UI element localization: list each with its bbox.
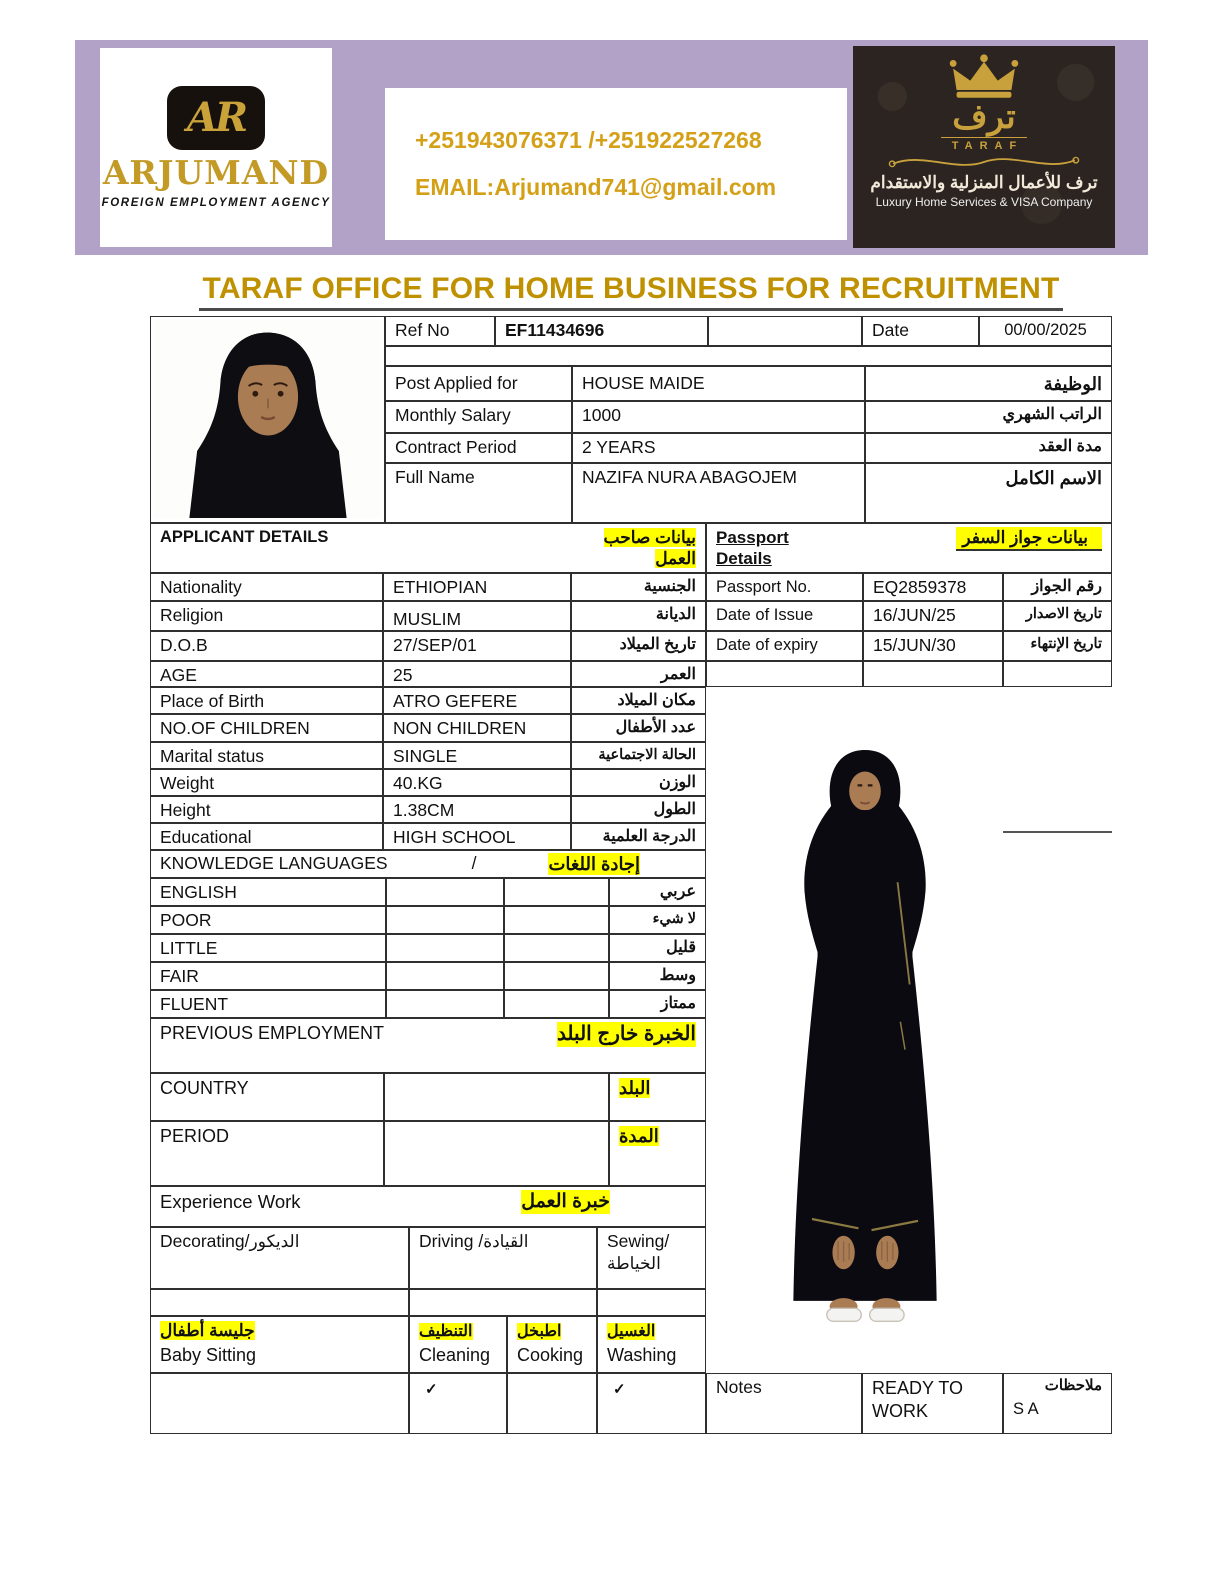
email-address: EMAIL:Arjumand741@gmail.com: [415, 174, 777, 200]
education-label: Educational: [150, 823, 383, 850]
nationality-value: ETHIOPIAN: [383, 573, 571, 601]
children-value: NON CHILDREN: [383, 714, 571, 742]
lang-fluent-label: FLUENT: [150, 990, 386, 1018]
passport-details-title: Passport Details: [716, 528, 789, 569]
skill-cleaning-en: Cleaning: [419, 1345, 491, 1365]
country-arabic-cell: [609, 1073, 706, 1121]
passport-no-label: Passport No.: [706, 573, 863, 601]
arjumand-monogram-icon: [167, 86, 265, 150]
country-value: [384, 1073, 609, 1121]
passport-no-value: EQ2859378: [863, 573, 1003, 601]
check-babysitting-cell: [150, 1373, 409, 1434]
notes-initials: S A: [1013, 1399, 1039, 1418]
marital-value: SINGLE: [383, 742, 571, 769]
period-label: PERIOD: [150, 1121, 384, 1186]
full-name-value: NAZIFA NURA ABAGOJEM: [572, 463, 865, 523]
expiry-date-arabic: تاريخ الإنتهاء: [1003, 631, 1112, 661]
country-arabic: البلد: [619, 1078, 651, 1098]
skill-sewing-en: Sewing/: [607, 1231, 670, 1251]
previous-employment-arabic: الخبرة خارج البلد: [556, 1023, 696, 1045]
taraf-tagline-arabic: ترف للأعمال المنزلية والاستقدام: [870, 173, 1098, 192]
previous-employment-label: PREVIOUS EMPLOYMENT: [160, 1023, 385, 1043]
skill-sewing-ar: الخياطة: [607, 1253, 661, 1273]
monthly-salary-label: Monthly Salary: [385, 401, 572, 433]
skill-babysitting-cell: [150, 1316, 409, 1373]
education-arabic: الدرجة العلمية: [571, 823, 706, 850]
monthly-salary-arabic: الراتب الشهري: [865, 401, 1112, 433]
title-wrap: [150, 272, 1112, 311]
phone-numbers: +251943076371 /+251922527268: [415, 127, 762, 153]
nationality-label: Nationality: [150, 573, 383, 601]
skill-sewing-cell: [597, 1227, 706, 1289]
height-label: Height: [150, 796, 383, 823]
passport-spare-1: [706, 661, 863, 687]
skill-washing-en: Washing: [607, 1345, 677, 1365]
period-arabic-cell: [609, 1121, 706, 1186]
birthplace-arabic: مكان الميلاد: [571, 687, 706, 714]
skill-cooking-ar: اطبخل: [517, 1323, 562, 1340]
passport-spare-3: [1003, 661, 1112, 687]
contract-period-value: 2 YEARS: [572, 433, 865, 463]
skill-cleaning-ar: التنظيف: [419, 1323, 473, 1340]
notes-arabic: ملاحظات: [1044, 1377, 1102, 1394]
religion-arabic: الديانة: [571, 601, 706, 631]
languages-header: [150, 850, 706, 878]
skill-driving-ar: القيادة: [483, 1232, 529, 1251]
lang-fair-cell-2: [386, 962, 504, 990]
religion-label: Religion: [150, 601, 383, 631]
skill-driving-en: Driving /: [419, 1231, 484, 1251]
skill-driving-cell: [409, 1227, 597, 1289]
lang-little-arabic: قليل: [609, 934, 706, 962]
crown-icon: [944, 54, 1024, 102]
lang-fair-label: FAIR: [150, 962, 386, 990]
passport-no-arabic: رقم الجواز: [1003, 573, 1112, 601]
skills-spacer-1: [150, 1289, 409, 1316]
lang-poor-label: POOR: [150, 906, 386, 934]
lang-little-cell-2: [386, 934, 504, 962]
skill-cleaning-cell: [409, 1316, 507, 1373]
birthplace-value: ATRO GEFERE: [383, 687, 571, 714]
lang-poor-cell-3: [504, 906, 609, 934]
experience-work-arabic: خبرة العمل: [521, 1191, 610, 1212]
experience-work-label: Experience Work: [160, 1191, 301, 1212]
period-value: [384, 1121, 609, 1186]
issue-date-label: Date of Issue: [706, 601, 863, 631]
marital-label: Marital status: [150, 742, 383, 769]
skill-washing-ar: الغسيل: [607, 1323, 656, 1340]
lang-fluent-arabic: ممتاز: [609, 990, 706, 1018]
weight-label: Weight: [150, 769, 383, 796]
experience-work-header: [150, 1186, 706, 1227]
age-arabic: العمر: [571, 661, 706, 687]
expiry-date-label: Date of expiry: [706, 631, 863, 661]
lang-little-cell-3: [504, 934, 609, 962]
birthplace-label: Place of Birth: [150, 687, 383, 714]
marital-arabic: الحالة الاجتماعية: [571, 742, 706, 769]
nationality-arabic: الجنسية: [571, 573, 706, 601]
children-arabic: عدد الأطفال: [571, 714, 706, 742]
ref-spare-cell: [708, 316, 862, 346]
skills-spacer-3: [597, 1289, 706, 1316]
country-label: COUNTRY: [150, 1073, 384, 1121]
contract-period-arabic: مدة العقد: [865, 433, 1112, 463]
header-banner: [75, 40, 1148, 255]
skill-babysitting-en: Baby Sitting: [160, 1344, 257, 1365]
languages-header-label: KNOWLEDGE LANGUAGES: [160, 853, 388, 874]
taraf-logo: [853, 46, 1115, 248]
age-value: 25: [383, 661, 571, 687]
check-washing-cell: ✓: [597, 1373, 706, 1434]
education-value: HIGH SCHOOL: [383, 823, 571, 850]
lang-little-label: LITTLE: [150, 934, 386, 962]
post-applied-label: Post Applied for: [385, 366, 572, 401]
lang-english-cell-2: [386, 878, 504, 906]
skill-decorating-en: Decorating/: [160, 1231, 250, 1251]
applicant-portrait-photo: [153, 319, 382, 518]
page-title: TARAF OFFICE FOR HOME BUSINESS FOR RECRUITMENT: [199, 272, 1064, 311]
height-value: 1.38CM: [383, 796, 571, 823]
expiry-date-value: 15/JUN/30: [863, 631, 1003, 661]
agency-name: ARJUMAND: [102, 153, 330, 193]
skill-washing-cell: [597, 1316, 706, 1373]
lang-poor-cell-2: [386, 906, 504, 934]
skill-decorating-ar: الديكور: [249, 1232, 300, 1251]
lang-english-label: ENGLISH: [150, 878, 386, 906]
ref-no-label: Ref No: [385, 316, 495, 346]
contract-period-label: Contract Period: [385, 433, 572, 463]
agency-tagline: FOREIGN EMPLOYMENT AGENCY: [101, 196, 331, 209]
lang-fluent-cell-3: [504, 990, 609, 1018]
languages-header-arabic: إجادة اللغات: [548, 853, 641, 874]
lang-poor-arabic: لا شيء: [609, 906, 706, 934]
passport-details-header: [706, 523, 1112, 573]
arjumand-monogram-text: AR: [186, 94, 246, 142]
stray-border-line: [1003, 831, 1112, 833]
religion-value: MUSLIM: [383, 601, 571, 631]
previous-employment-header: [150, 1018, 706, 1073]
skills-spacer-2: [409, 1289, 597, 1316]
portrait-photo-cell: [150, 316, 385, 523]
lang-english-arabic: عربي: [609, 878, 706, 906]
age-label: AGE: [150, 661, 383, 687]
dob-arabic: تاريخ الميلاد: [571, 631, 706, 661]
taraf-calligraphy: ترف: [952, 98, 1016, 136]
lang-english-cell-3: [504, 878, 609, 906]
skill-cooking-cell: [507, 1316, 597, 1373]
notes-label: Notes: [706, 1373, 862, 1434]
taraf-wordmark: TARAF: [941, 137, 1027, 152]
passport-details-arabic: بيانات جواز السفر: [956, 527, 1102, 551]
taraf-tagline-english: Luxury Home Services & VISA Company: [875, 195, 1093, 209]
passport-spare-2: [863, 661, 1003, 687]
full-name-arabic: الاسم الكامل: [865, 463, 1112, 523]
applicant-details-header: [150, 523, 706, 573]
skill-cooking-en: Cooking: [517, 1345, 584, 1365]
applicant-details-title: APPLICANT DETAILS: [160, 528, 329, 546]
arjumand-logo: [100, 48, 332, 247]
weight-value: 40.KG: [383, 769, 571, 796]
full-name-label: Full Name: [385, 463, 572, 523]
post-applied-arabic: الوظيفة: [865, 366, 1112, 401]
check-cleaning-cell: ✓: [409, 1373, 507, 1434]
monthly-salary-value: 1000: [572, 401, 865, 433]
check-cooking-cell: [507, 1373, 597, 1434]
children-label: NO.OF CHILDREN: [150, 714, 383, 742]
applicant-details-arabic: بيانات صاحب العمل: [603, 528, 696, 569]
spacer-row: [385, 346, 1112, 366]
lang-fair-arabic: وسط: [609, 962, 706, 990]
lang-fair-cell-3: [504, 962, 609, 990]
height-arabic: الطول: [571, 796, 706, 823]
contact-box: [385, 88, 847, 240]
ref-no-value: EF11434696: [495, 316, 708, 346]
weight-arabic: الوزن: [571, 769, 706, 796]
dob-label: D.O.B: [150, 631, 383, 661]
notes-arabic-cell: [1003, 1373, 1112, 1434]
applicant-fullbody-photo: [758, 741, 972, 1349]
period-arabic: المدة: [619, 1126, 659, 1146]
post-applied-value: HOUSE MAIDE: [572, 366, 865, 401]
date-label: Date: [862, 316, 979, 346]
skill-decorating-cell: [150, 1227, 409, 1289]
issue-date-arabic: تاريخ الاصدار: [1003, 601, 1112, 631]
dob-value: 27/SEP/01: [383, 631, 571, 661]
date-value: 00/00/2025: [979, 316, 1112, 346]
form-sheet: [150, 316, 1112, 1434]
languages-slash: /: [471, 853, 477, 874]
flourish-icon: [884, 152, 1084, 172]
issue-date-value: 16/JUN/25: [863, 601, 1003, 631]
lang-fluent-cell-2: [386, 990, 504, 1018]
notes-value: READY TO WORK: [862, 1373, 1003, 1434]
skill-babysitting-ar: جليسة أطفال: [160, 1321, 255, 1340]
